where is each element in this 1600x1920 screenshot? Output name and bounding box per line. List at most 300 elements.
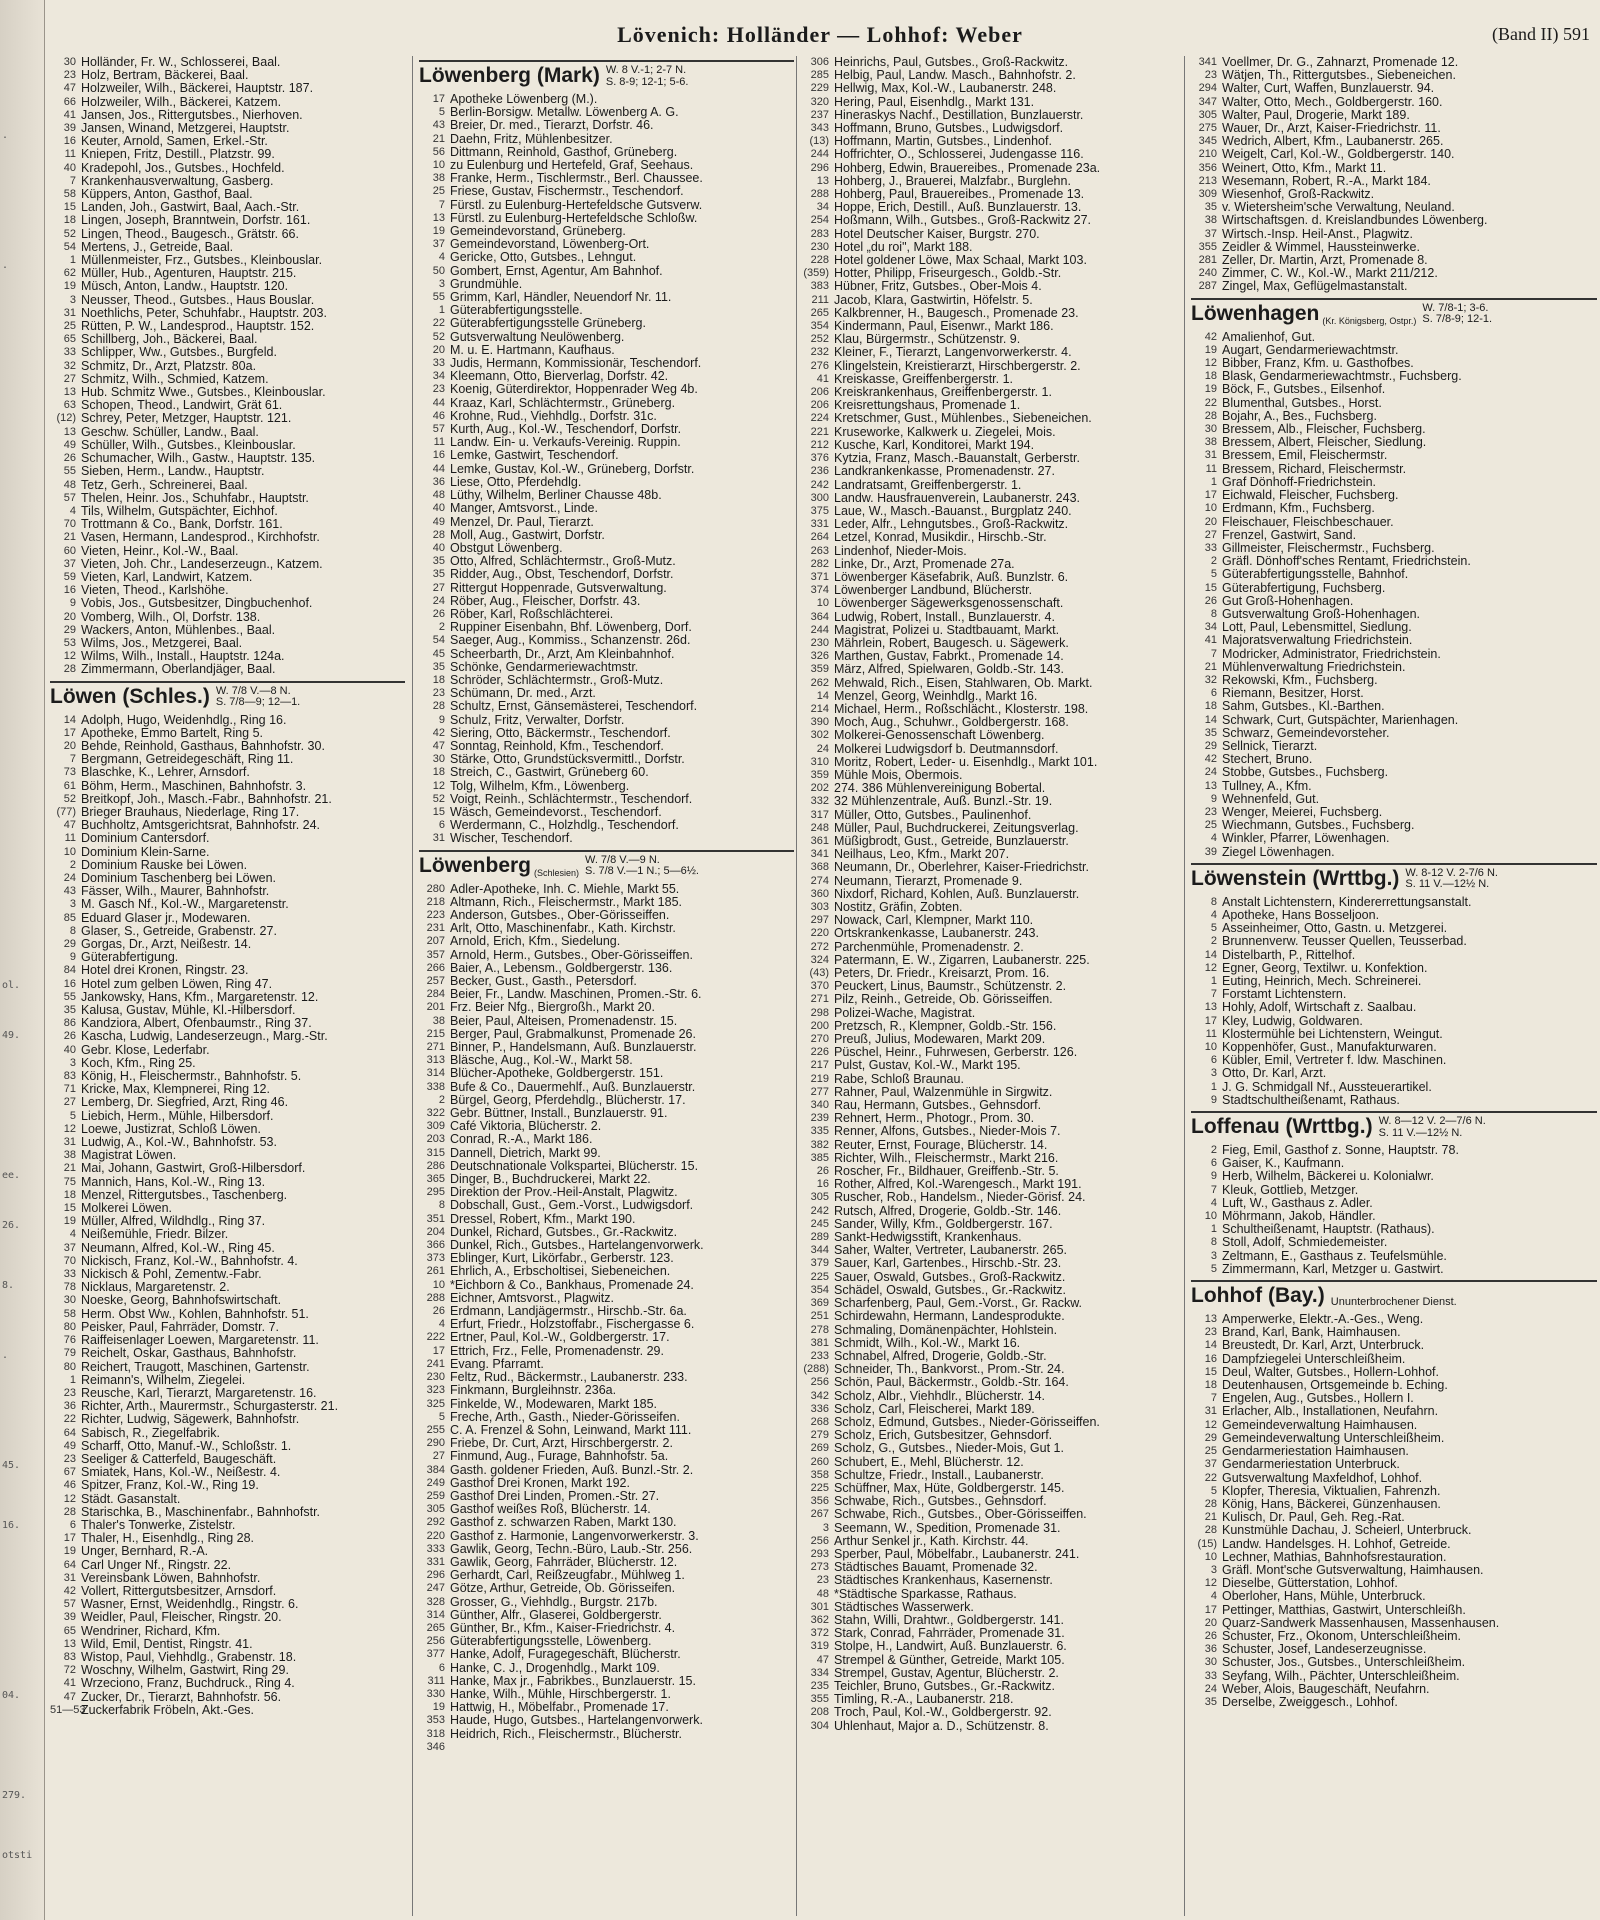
phone-number: 354 — [810, 1283, 829, 1296]
phone-number: (12) — [56, 412, 76, 425]
phone-number: 351 — [426, 1212, 445, 1225]
directory-entry — [419, 1582, 794, 1595]
subscriber-name: Grimm, Karl, Händler, Neuendorf Nr. 11. — [450, 291, 672, 305]
subscriber-name: Güterabfertigungsstelle. — [450, 304, 583, 318]
phone-number: 41 — [816, 372, 829, 385]
directory-entry — [1191, 254, 1597, 267]
subscriber-name: Beier, Paul, Alteisen, Promenadenstr. 15. — [450, 1014, 678, 1028]
phone-number: 20 — [63, 739, 76, 752]
directory-entry — [50, 1083, 405, 1096]
phone-number: 245 — [810, 1217, 829, 1230]
subscriber-name: Blumenthal, Gutsbes., Horst. — [1222, 396, 1382, 410]
directory-entry — [1191, 1630, 1597, 1643]
directory-entry — [419, 793, 794, 806]
directory-entry — [50, 584, 405, 597]
subscriber-name: Oberloher, Hans, Mühle, Unterbruck. — [1222, 1590, 1426, 1604]
subscriber-name: Smiatek, Hans, Kol.-W., Neißestr. 4. — [81, 1466, 281, 1480]
office-hours — [606, 65, 689, 88]
column-1 — [50, 56, 405, 1916]
phone-number: 264 — [810, 531, 829, 544]
directory-entry — [1191, 109, 1597, 122]
directory-entry — [803, 1033, 1183, 1046]
directory-entry — [803, 1640, 1183, 1653]
directory-entry — [50, 307, 405, 320]
subscriber-name: Woschny, Wilhelm, Gastwirt, Ring 29. — [81, 1664, 289, 1678]
subscriber-name: Reusche, Karl, Tierarzt, Margaretenstr. 16. — [81, 1386, 317, 1400]
subscriber-name: Dominium Rauske bei Löwen. — [81, 858, 248, 872]
phone-number: 13 — [63, 1637, 76, 1650]
directory-entry — [419, 172, 794, 185]
phone-number: 29 — [63, 623, 76, 636]
directory-entry — [419, 463, 794, 476]
directory-entry — [419, 159, 794, 172]
subscriber-name: Wackers, Anton, Mühlenbes., Baal. — [81, 623, 276, 637]
subscriber-name: Ridder, Aug., Obst, Teschendorf, Dorfstr. — [450, 568, 674, 582]
phone-number: 230 — [426, 1371, 445, 1384]
subscriber-name: Vieten, Joh. Chr., Landeserzeugn., Katzem. — [81, 557, 323, 571]
directory-entry — [419, 1292, 794, 1305]
directory-entry — [803, 663, 1183, 676]
office-hours-line: S. 11 V.—12½ N. — [1378, 1126, 1463, 1139]
directory-entry — [803, 980, 1183, 993]
directory-entry — [1191, 687, 1597, 700]
directory-entry — [1191, 489, 1597, 502]
phone-number: 85 — [63, 911, 76, 924]
directory-entry — [1191, 1067, 1597, 1080]
subscriber-name: Neumann, Alfred, Kol.-W., Ring 45. — [81, 1241, 275, 1255]
directory-entry — [803, 743, 1183, 756]
phone-number: 208 — [810, 1706, 829, 1719]
phone-number: 247 — [426, 1582, 445, 1595]
subscriber-name: Wesemann, Robert, R.-A., Markt 184. — [1222, 174, 1431, 188]
directory-entry — [419, 766, 794, 779]
phone-number: 294 — [1198, 82, 1217, 95]
phone-number: 46 — [432, 409, 445, 422]
phone-number: 64 — [63, 1426, 76, 1439]
directory-entry — [1191, 1250, 1597, 1263]
directory-entry — [1191, 82, 1597, 95]
subscriber-name: Fürstl. zu Eulenburg-Hertefeldsche Schloßw. — [450, 211, 698, 225]
phone-number: 11 — [1205, 1027, 1217, 1040]
phone-number: 359 — [810, 768, 829, 781]
directory-entry — [50, 82, 405, 95]
directory-entry — [1191, 1263, 1597, 1276]
directory-entry — [803, 531, 1183, 544]
phone-number: 322 — [426, 1107, 445, 1120]
subscriber-name: Lott, Paul, Lebensmittel, Siedlung. — [1222, 621, 1412, 635]
subscriber-name: Rekowski, Kfm., Fuchsberg. — [1222, 673, 1378, 687]
phone-number: 58 — [63, 188, 76, 201]
directory-entry — [803, 769, 1183, 782]
directory-entry — [803, 1046, 1183, 1059]
subscriber-name: Schwabe, Rich., Gutsbes., Gehnsdorf. — [834, 1495, 1047, 1509]
subscriber-name: Bürgel, Georg, Pferdehdlg., Blücherstr. 17. — [450, 1093, 686, 1107]
subscriber-name: Reimann's, Wilhelm, Ziegelei. — [81, 1373, 246, 1387]
subscriber-name: Keuter, Arnold, Samen, Erkel.-Str. — [81, 135, 268, 149]
phone-number: 65 — [63, 1624, 76, 1637]
phone-number: 39 — [1204, 845, 1217, 858]
subscriber-name: Binner, P., Handelsmann, Äuß. Bunzlauerstr. — [450, 1041, 697, 1055]
subscriber-name: Eblinger, Kurt, Likörfabr., Gerberstr. 123. — [450, 1252, 674, 1266]
directory-entry — [803, 175, 1183, 188]
directory-entry — [803, 848, 1183, 861]
subscriber-name: Mehwald, Rich., Eisen, Stahlwaren, Ob. Markt. — [834, 676, 1093, 690]
directory-entry — [419, 1226, 794, 1239]
subscriber-name: Kleiner, F., Tierarzt, Langenvorwerkerstr. 4. — [834, 346, 1072, 360]
phone-number: 10 — [1204, 1550, 1217, 1563]
directory-entry — [419, 1490, 794, 1503]
subscriber-name: Hellwig, Max, Kol.-W., Laubanerstr. 248. — [834, 82, 1057, 96]
directory-entry — [50, 1704, 405, 1717]
subscriber-name: Rabe, Schloß Braunau. — [834, 1072, 964, 1086]
directory-entry — [803, 545, 1183, 558]
town-heading — [1191, 1280, 1597, 1310]
subscriber-name: Magistrat Löwen. — [81, 1149, 177, 1163]
subscriber-name: Baier, A., Lebensm., Goldbergerstr. 136. — [450, 961, 673, 975]
directory-entry — [1191, 806, 1597, 819]
directory-entry — [419, 780, 794, 793]
directory-entry — [1191, 69, 1597, 82]
subscriber-name: Holz, Bertram, Bäckerei, Baal. — [81, 69, 249, 83]
subscriber-name: Lüthy, Wilhelm, Berliner Chausse 48b. — [450, 489, 662, 503]
subscriber-name: Schuster, Jos., Gutsbes., Unterschleißheim. — [1222, 1656, 1466, 1670]
subscriber-name: Walter, Otto, Mech., Goldbergerstr. 160. — [1222, 95, 1443, 109]
subscriber-name: Neumann, Tierarzt, Promenade 9. — [834, 874, 1023, 888]
phone-number: 331 — [810, 518, 829, 531]
subscriber-name: Kunstmühle Dachau, J. Scheierl, Unterbruck. — [1222, 1524, 1472, 1538]
phone-number: 41 — [1204, 634, 1217, 647]
directory-entry — [1191, 1236, 1597, 1249]
directory-entry — [803, 1403, 1183, 1416]
office-hours — [1405, 868, 1498, 891]
directory-entry — [1191, 542, 1597, 555]
phone-number: 10 — [432, 159, 445, 172]
directory-entry — [803, 795, 1183, 808]
directory-entry — [803, 782, 1183, 795]
phone-number: 265 — [426, 1621, 445, 1634]
directory-entry — [50, 872, 405, 885]
subscriber-name: Schönke, Gendarmeriewachtmstr. — [450, 660, 639, 674]
subscriber-name: Sahm, Gutsbes., Kl.-Barthen. — [1222, 700, 1385, 714]
subscriber-name: Erfurt, Friedr., Holzstoffabr., Fischergasse 6. — [450, 1318, 695, 1332]
directory-entry — [50, 479, 405, 492]
directory-entry — [50, 885, 405, 898]
directory-entry — [1191, 727, 1597, 740]
subscriber-name: Gerhardt, Carl, Reißzeugfabr., Mühlweg 1. — [450, 1569, 685, 1583]
phone-number: 3 — [1210, 1067, 1217, 1080]
subscriber-name: Wenger, Meierei, Fuchsberg. — [1222, 805, 1383, 819]
phone-number: 25 — [432, 185, 445, 198]
phone-number: 3 — [69, 293, 76, 306]
subscriber-name: Blask, Gendarmeriewachtmstr., Fuchsberg. — [1222, 370, 1462, 384]
directory-entry — [419, 331, 794, 344]
phone-number: 6 — [1210, 1054, 1217, 1067]
phone-number: 359 — [810, 663, 829, 676]
phone-number: 26 — [1204, 594, 1217, 607]
directory-entry — [419, 1331, 794, 1344]
subscriber-name: Nicklaus, Margaretenstr. 2. — [81, 1281, 230, 1295]
phone-number: 12 — [63, 1492, 76, 1505]
town-subtitle: (Kr. Königsberg, Ostpr.) — [1322, 315, 1417, 326]
subscriber-name: Augart, Gendarmeriewachtmstr. — [1222, 343, 1399, 357]
phone-number: (288) — [803, 1363, 829, 1376]
phone-number: 83 — [63, 1650, 76, 1663]
phone-number: 230 — [810, 636, 829, 649]
phone-number: 202 — [810, 782, 829, 795]
phone-number: 39 — [63, 122, 76, 135]
phone-number: 296 — [426, 1569, 445, 1582]
subscriber-name: Kley, Ludwig, Goldwaren. — [1222, 1014, 1363, 1028]
subscriber-name: Gebr. Büttner, Install., Bunzlauerstr. 91. — [450, 1107, 668, 1121]
phone-number: 30 — [432, 753, 445, 766]
directory-entry — [50, 386, 405, 399]
directory-entry — [50, 637, 405, 650]
town-heading — [1191, 863, 1597, 893]
phone-number: 373 — [426, 1252, 445, 1265]
phone-number: 340 — [810, 1099, 829, 1112]
directory-entry — [803, 1588, 1183, 1601]
directory-entry — [1191, 1683, 1597, 1696]
subscriber-name: Sankt-Hedwigsstift, Krankenhaus. — [834, 1231, 1022, 1245]
subscriber-name: Schuster, Frz., Ökonom, Unterschleißheim. — [1222, 1629, 1461, 1643]
phone-number: 1 — [69, 254, 76, 267]
subscriber-name: Kascha, Ludwig, Landeserzeugn., Marg.-Str. — [81, 1030, 328, 1044]
directory-entry — [419, 1252, 794, 1265]
subscriber-name: Distelbarth, P., Rittelhof. — [1222, 948, 1356, 962]
directory-entry — [1191, 1392, 1597, 1405]
subscriber-name: Zeller, Dr. Martin, Arzt, Promenade 8. — [1222, 254, 1428, 268]
directory-entry — [419, 1133, 794, 1146]
subscriber-name: Hübner, Fritz, Gutsbes., Ober-Mois 4. — [834, 280, 1042, 294]
directory-entry — [419, 740, 794, 753]
phone-number: 42 — [1204, 330, 1217, 343]
phone-number: 33 — [432, 357, 445, 370]
subscriber-name: Reuter, Ernst, Fourage, Blücherstr. 14. — [834, 1138, 1048, 1152]
subscriber-name: Landw. Ein- u. Verkaufs-Vereinig. Ruppin. — [450, 436, 681, 450]
phone-number: 288 — [426, 1291, 445, 1304]
directory-entry — [1191, 1223, 1597, 1236]
phone-number: (13) — [809, 135, 829, 148]
phone-number: 223 — [426, 908, 445, 921]
directory-entry — [50, 819, 405, 832]
phone-number: 80 — [63, 1320, 76, 1333]
subscriber-name: Richter, Arth., Maurermstr., Schurgasterstr. 21. — [81, 1400, 339, 1414]
subscriber-name: Gut Groß-Hohenhagen. — [1222, 594, 1354, 608]
directory-entry — [803, 1231, 1183, 1244]
subscriber-name: Krankenhausverwaltung, Gasberg. — [81, 174, 274, 188]
subscriber-name: Zimmermann, Oberlandjäger, Baal. — [81, 663, 276, 677]
directory-entry — [419, 896, 794, 909]
directory-entry — [50, 1176, 405, 1189]
directory-entry — [803, 1007, 1183, 1020]
phone-number: 6 — [438, 819, 445, 832]
phone-number: 256 — [810, 1376, 829, 1389]
directory-entry — [803, 360, 1183, 373]
phone-number: 26 — [1204, 1629, 1217, 1642]
subscriber-name: Wehnenfeld, Gut. — [1222, 792, 1320, 806]
directory-entry — [1191, 1590, 1597, 1603]
directory-entry — [50, 846, 405, 859]
subscriber-name: Siering, Otto, Bäckermstr., Teschendorf. — [450, 726, 671, 740]
phone-number: 19 — [1204, 343, 1217, 356]
directory-entry — [419, 1279, 794, 1292]
subscriber-name: Schröder, Schlächtermstr., Groß-Mutz. — [450, 673, 664, 687]
directory-entry — [803, 1244, 1183, 1257]
phone-number: 383 — [810, 280, 829, 293]
subscriber-name: Jacob, Klara, Gastwirtin, Höfelstr. 5. — [834, 293, 1033, 307]
phone-number: 289 — [810, 1231, 829, 1244]
directory-entry — [419, 397, 794, 410]
subscriber-name: Stobbe, Gutsbes., Fuchsberg. — [1222, 766, 1389, 780]
phone-number: 271 — [426, 1041, 445, 1054]
subscriber-name: Schön, Paul, Bäckermstr., Goldb.-Str. 164. — [834, 1376, 1069, 1390]
phone-number: 7 — [1210, 1183, 1217, 1196]
phone-number: 73 — [63, 766, 76, 779]
directory-entry — [419, 1107, 794, 1120]
directory-entry — [419, 1213, 794, 1226]
phone-number: 52 — [432, 792, 445, 805]
phone-number: 304 — [810, 1719, 829, 1732]
subscriber-name: Gräfl. Mont'sche Gutsverwaltung, Haimhausen. — [1222, 1563, 1484, 1577]
subscriber-name: Schrey, Peter, Metzger, Hauptstr. 121. — [81, 412, 292, 426]
phone-number: 210 — [1198, 148, 1217, 161]
subscriber-name: Rehnert, Herm., Photogr., Prom. 30. — [834, 1112, 1035, 1126]
directory-entry — [50, 545, 405, 558]
directory-entry — [419, 949, 794, 962]
subscriber-name: M. u. E. Hartmann, Kaufhaus. — [450, 343, 615, 357]
subscriber-name: Hotel „du roi", Markt 188. — [834, 240, 973, 254]
subscriber-name: Städtisches Bauamt, Promenade 32. — [834, 1561, 1038, 1575]
phone-number: 43 — [63, 885, 76, 898]
directory-entry — [419, 909, 794, 922]
subscriber-name: Gorgas, Dr., Arzt, Neißestr. 14. — [81, 938, 252, 951]
directory-entry — [50, 1308, 405, 1321]
subscriber-name: Engelen, Aug., Gutsbes., Hollern I. — [1222, 1392, 1414, 1406]
directory-entry — [803, 1297, 1183, 1310]
phone-number: (359) — [803, 267, 829, 280]
phone-number: 83 — [63, 1070, 76, 1083]
subscriber-name: Euting, Heinrich, Mech. Schreinerei. — [1222, 975, 1422, 988]
phone-number: 273 — [810, 1561, 829, 1574]
directory-entry — [419, 410, 794, 423]
phone-number: 9 — [1210, 792, 1217, 805]
phone-number: 292 — [426, 1516, 445, 1529]
phone-number: 51—53 — [50, 1703, 86, 1716]
subscriber-name: Reichert, Traugott, Maschinen, Gartenstr. — [81, 1360, 310, 1374]
subscriber-name: Dominium Taschenberg bei Löwen. — [81, 871, 277, 885]
subscriber-name: Rau, Hermann, Gutsbes., Gehnsdorf. — [834, 1099, 1042, 1113]
phone-number: 298 — [810, 1006, 829, 1019]
subscriber-name: Kandziora, Albert, Ofenbaumstr., Ring 37. — [81, 1017, 312, 1031]
subscriber-name: Scheerbarth, Dr., Arzt, Am Kleinbahnhof. — [450, 647, 675, 661]
phone-number: 24 — [432, 594, 445, 607]
phone-number: 75 — [63, 1175, 76, 1188]
phone-number: 310 — [810, 755, 829, 768]
directory-entry — [803, 967, 1183, 980]
directory-entry — [419, 344, 794, 357]
subscriber-name: Kurth, Aug., Kol.-W., Teschendorf, Dorfstr. — [450, 423, 682, 437]
phone-number: 302 — [810, 729, 829, 742]
phone-number: 4 — [438, 1318, 445, 1331]
subscriber-name: Kruseworke, Kalkwerk u. Ziegelei, Mois. — [834, 425, 1056, 439]
subscriber-name: Landw. Handelsges. H. Lohhof, Getreide. — [1222, 1537, 1451, 1551]
directory-entry — [1191, 1184, 1597, 1197]
directory-entry — [419, 1662, 794, 1675]
subscriber-name: Müsch, Anton, Landw., Hauptstr. 120. — [81, 280, 289, 294]
directory-entry — [803, 399, 1183, 412]
directory-entry — [803, 412, 1183, 425]
subscriber-name: Hanke, Wilh., Mühle, Hirschbergerstr. 1. — [450, 1687, 671, 1701]
subscriber-name: Pretzsch, R., Klempner, Goldb.-Str. 156. — [834, 1019, 1057, 1033]
subscriber-name: Glaser, S., Getreide, Grabenstr. 27. — [81, 924, 277, 938]
directory-entry — [419, 1345, 794, 1358]
subscriber-name: Landratsamt, Greiffenbergerstr. 1. — [834, 478, 1022, 492]
subscriber-name — [450, 1741, 794, 1754]
phone-number: 358 — [810, 1468, 829, 1481]
subscriber-name: Ludwig, Robert, Install., Bunzlauerstr. 4. — [834, 610, 1055, 624]
phone-number: 270 — [810, 1033, 829, 1046]
directory-entry — [803, 1073, 1183, 1086]
subscriber-name: Fürstl. zu Eulenburg-Hertefeldsche Gutsverw. — [450, 198, 703, 212]
phone-number: 8 — [1210, 1236, 1217, 1249]
phone-number: 8 — [69, 924, 76, 937]
subscriber-name: Schmitz, Wilh., Schmied, Katzem. — [81, 372, 269, 386]
directory-entry — [50, 1506, 405, 1519]
subscriber-name: Neusser, Theod., Gutsbes., Haus Bouslar. — [81, 293, 315, 307]
subscriber-name: Loewe, Justizrat, Schloß Löwen. — [81, 1122, 261, 1136]
subscriber-name: Erdmann, Landjägermstr., Hirschb.-Str. 6a. — [450, 1305, 687, 1319]
phone-number: 46 — [63, 1479, 76, 1492]
phone-number: 16 — [63, 135, 76, 148]
phone-number: 33 — [1204, 1669, 1217, 1682]
directory-entry — [1191, 1144, 1597, 1157]
phone-number: 20 — [432, 343, 445, 356]
directory-entry — [803, 1178, 1183, 1191]
subscriber-name: Hotel Deutscher Kaiser, Burgstr. 270. — [834, 227, 1040, 241]
subscriber-name: Gutsverwaltung Maxfeldhof, Lohhof. — [1222, 1471, 1423, 1485]
subscriber-name: *Städtische Sparkasse, Rathaus. — [834, 1587, 1017, 1601]
phone-number: 237 — [810, 108, 829, 121]
phone-number: 15 — [432, 805, 445, 818]
subscriber-name: Vieten, Heinr., Kol.-W., Baal. — [81, 544, 239, 558]
directory-entry — [50, 280, 405, 293]
directory-entry — [1191, 780, 1597, 793]
directory-entry — [419, 634, 794, 647]
phone-number: 220 — [426, 1529, 445, 1542]
directory-entry — [50, 1004, 405, 1017]
directory-entry — [1191, 1157, 1597, 1170]
phone-number: 15 — [1204, 581, 1217, 594]
directory-entry — [50, 1268, 405, 1281]
phone-number: 67 — [63, 1466, 76, 1479]
directory-entry — [1191, 1696, 1597, 1709]
phone-number: 1 — [1210, 475, 1217, 488]
subscriber-name: Ziegel Löwenhagen. — [1222, 845, 1335, 859]
subscriber-name: Müller, Paul, Buchdruckerei, Zeitungsverlag. — [834, 821, 1079, 835]
phone-number: 355 — [1198, 240, 1217, 253]
directory-entry — [419, 1384, 794, 1397]
directory-entry — [803, 1693, 1183, 1706]
phone-number: 3 — [69, 898, 76, 911]
subscriber-name: Bergmann, Getreidegeschäft, Ring 11. — [81, 753, 294, 767]
directory-entry — [50, 1638, 405, 1651]
phone-number: 9 — [69, 951, 76, 964]
phone-number: 48 — [816, 1587, 829, 1600]
directory-entry — [803, 650, 1183, 663]
phone-number: 8 — [1210, 895, 1217, 908]
directory-entry — [1191, 1015, 1597, 1028]
directory-entry — [803, 1284, 1183, 1297]
